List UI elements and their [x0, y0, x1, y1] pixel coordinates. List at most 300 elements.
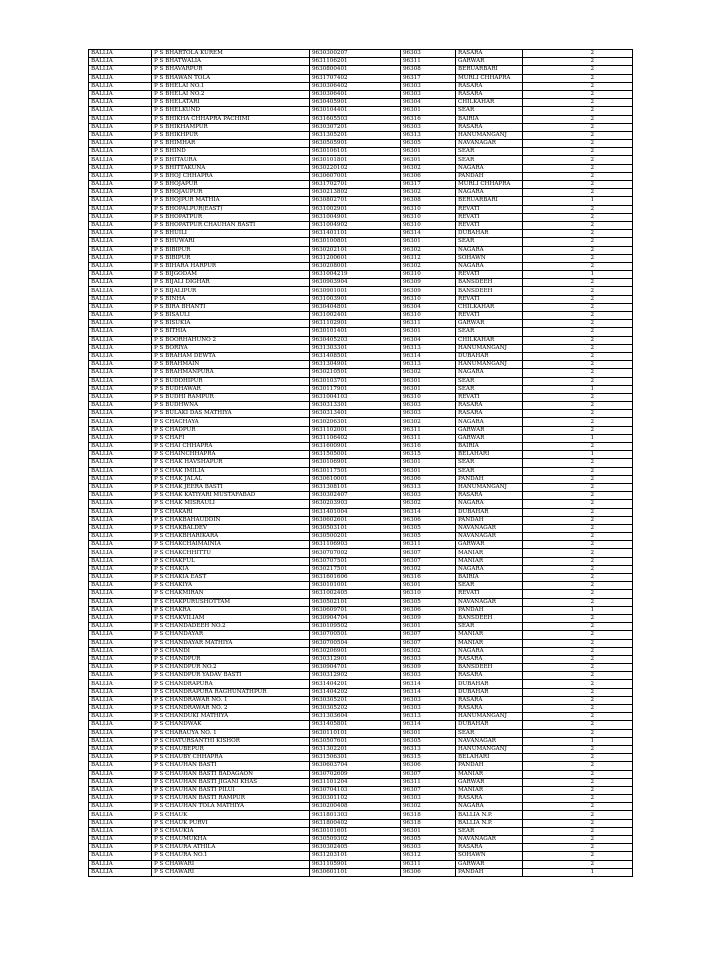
block-code-cell: 96303	[401, 50, 456, 58]
block-code-cell: 96305	[401, 140, 456, 148]
table-row	[89, 189, 633, 197]
count-cell: 2	[523, 131, 633, 139]
count-cell: 2	[523, 819, 633, 827]
school-name-cell: P S CHAUHAN BASTI JIGANI KHAS	[152, 778, 310, 786]
school-name-cell: P S CHADPUR	[152, 426, 310, 434]
block-name-cell: SEAR	[456, 377, 523, 385]
school-name-cell: P S CHAUK	[152, 811, 310, 819]
school-name-cell: P S CHAKBHARIKARA	[152, 533, 310, 541]
block-code-cell: 96314	[401, 508, 456, 516]
school-name-cell: P S BHOJ CHHAPRA	[152, 172, 310, 180]
code-cell: 9630507601	[310, 737, 401, 745]
school-name-cell: P S BIRA BHANTI	[152, 303, 310, 311]
count-cell: 2	[523, 410, 633, 418]
code-cell: 9630106901	[310, 459, 401, 467]
school-name-cell: P S BHOPALPUR(EAST)	[152, 205, 310, 213]
code-cell: 9630101801	[310, 156, 401, 164]
count-cell: 2	[523, 860, 633, 868]
school-name-cell: P S CHANDPUR NO.2	[152, 664, 310, 672]
code-cell: 9630405203	[310, 336, 401, 344]
block-code-cell: 96303	[401, 672, 456, 680]
block-code-cell: 96314	[401, 230, 456, 238]
block-name-cell: GARWAR	[456, 778, 523, 786]
school-name-cell: P S BUDDHIPUR	[152, 377, 310, 385]
table-row	[89, 320, 633, 328]
code-cell: 9630505901	[310, 140, 401, 148]
block-name-cell: CHILKAHAR	[456, 336, 523, 344]
block-name-cell: NAGARA	[456, 164, 523, 172]
code-cell: 9631408501	[310, 352, 401, 360]
table-row	[89, 574, 633, 582]
district-cell: BALLIA	[89, 156, 152, 164]
block-code-cell: 96311	[401, 320, 456, 328]
school-name-cell: P S BHELATARI	[152, 99, 310, 107]
block-code-cell: 96301	[401, 582, 456, 590]
school-name-cell: P S CHAKFUL	[152, 557, 310, 565]
code-cell: 9631002405	[310, 590, 401, 598]
count-cell: 2	[523, 148, 633, 156]
count-cell: 2	[523, 827, 633, 835]
block-name-cell: NAVANAGAR	[456, 836, 523, 844]
code-cell: 9631605503	[310, 115, 401, 123]
block-name-cell: SEAR	[456, 148, 523, 156]
count-cell: 2	[523, 90, 633, 98]
count-cell: 1	[523, 197, 633, 205]
school-name-cell: P S CHANDRAWAR NO. 1	[152, 696, 310, 704]
count-cell: 2	[523, 221, 633, 229]
count-cell: 2	[523, 508, 633, 516]
table-row	[89, 811, 633, 819]
block-name-cell: GARWAR	[456, 434, 523, 442]
district-cell: BALLIA	[89, 582, 152, 590]
code-cell: 9630302405	[310, 844, 401, 852]
count-cell: 2	[523, 99, 633, 107]
count-cell: 2	[523, 713, 633, 721]
block-name-cell: MANIAR	[456, 557, 523, 565]
block-name-cell: NAGARA	[456, 500, 523, 508]
district-cell: BALLIA	[89, 434, 152, 442]
count-cell: 2	[523, 467, 633, 475]
code-cell: 9630702609	[310, 770, 401, 778]
code-cell: 9630206901	[310, 647, 401, 655]
school-name-cell: P S BIJALIPUR	[152, 287, 310, 295]
district-cell: BALLIA	[89, 623, 152, 631]
code-cell: 9630305202	[310, 705, 401, 713]
block-code-cell: 96304	[401, 99, 456, 107]
block-code-cell: 96316	[401, 443, 456, 451]
table-row	[89, 172, 633, 180]
school-name-cell: P S CHAK JEERA BASTI	[152, 483, 310, 491]
count-cell: 2	[523, 557, 633, 565]
district-cell: BALLIA	[89, 99, 152, 107]
school-name-cell: P S CHAKPURUSHOTTAM	[152, 598, 310, 606]
school-name-cell: P S CHAK JALAL	[152, 475, 310, 483]
table-row	[89, 614, 633, 622]
code-cell: 9630301102	[310, 795, 401, 803]
block-code-cell: 96309	[401, 614, 456, 622]
block-code-cell: 96311	[401, 58, 456, 66]
school-name-cell: P S CHAK IMILIA	[152, 467, 310, 475]
block-name-cell: RASARA	[456, 705, 523, 713]
table-row	[89, 598, 633, 606]
block-code-cell: 96304	[401, 336, 456, 344]
table-row	[89, 680, 633, 688]
block-code-cell: 96306	[401, 868, 456, 876]
table-row	[89, 705, 633, 713]
table-row	[89, 475, 633, 483]
code-cell: 9631106903	[310, 541, 401, 549]
block-code-cell: 96303	[401, 123, 456, 131]
school-name-cell: P S BIJALI DIGHAR	[152, 279, 310, 287]
count-cell: 2	[523, 836, 633, 844]
code-cell: 9630101601	[310, 827, 401, 835]
school-name-cell: P S BITHIA	[152, 328, 310, 336]
school-name-cell: P S BHIMHAR	[152, 140, 310, 148]
block-name-cell: MURLI CHHAPRA	[456, 74, 523, 82]
block-code-cell: 96306	[401, 172, 456, 180]
count-cell: 1	[523, 434, 633, 442]
block-code-cell: 96302	[401, 262, 456, 270]
block-name-cell: RASARA	[456, 50, 523, 58]
count-cell: 2	[523, 516, 633, 524]
table-row	[89, 205, 633, 213]
count-cell: 2	[523, 582, 633, 590]
block-code-cell: 96303	[401, 82, 456, 90]
district-cell: BALLIA	[89, 344, 152, 352]
count-cell: 2	[523, 172, 633, 180]
code-cell: 9631707402	[310, 74, 401, 82]
school-name-cell: P S CHAKIA EAST	[152, 574, 310, 582]
count-cell: 2	[523, 164, 633, 172]
district-cell: BALLIA	[89, 205, 152, 213]
count-cell: 2	[523, 541, 633, 549]
table-row	[89, 336, 633, 344]
count-cell: 2	[523, 762, 633, 770]
code-cell: 9630117501	[310, 467, 401, 475]
district-cell: BALLIA	[89, 631, 152, 639]
count-cell: 2	[523, 574, 633, 582]
block-name-cell: SOHAWN	[456, 852, 523, 860]
table-row	[89, 778, 633, 786]
block-code-cell: 96309	[401, 287, 456, 295]
count-cell: 2	[523, 369, 633, 377]
code-cell: 9631600901	[310, 443, 401, 451]
school-name-cell: P S CHAKRA	[152, 606, 310, 614]
school-name-cell: P S CHAINCHHAPRA	[152, 451, 310, 459]
count-cell: 2	[523, 647, 633, 655]
table-row	[89, 50, 633, 58]
district-cell: BALLIA	[89, 230, 152, 238]
table-row	[89, 402, 633, 410]
district-cell: BALLIA	[89, 352, 152, 360]
block-code-cell: 96313	[401, 483, 456, 491]
count-cell: 2	[523, 328, 633, 336]
district-cell: BALLIA	[89, 639, 152, 647]
code-cell: 9630213802	[310, 189, 401, 197]
count-cell: 2	[523, 795, 633, 803]
district-cell: BALLIA	[89, 705, 152, 713]
block-code-cell: 96303	[401, 90, 456, 98]
district-cell: BALLIA	[89, 680, 152, 688]
block-code-cell: 96312	[401, 852, 456, 860]
block-code-cell: 96314	[401, 721, 456, 729]
district-cell: BALLIA	[89, 770, 152, 778]
district-cell: BALLIA	[89, 508, 152, 516]
table-row	[89, 140, 633, 148]
school-name-cell: P S BUDHWNA	[152, 402, 310, 410]
code-cell: 9630101401	[310, 328, 401, 336]
block-code-cell: 96303	[401, 795, 456, 803]
district-cell: BALLIA	[89, 410, 152, 418]
block-name-cell: PANDAH	[456, 762, 523, 770]
block-name-cell: MANIAR	[456, 786, 523, 794]
count-cell: 2	[523, 786, 633, 794]
district-cell: BALLIA	[89, 377, 152, 385]
block-code-cell: 96304	[401, 303, 456, 311]
table-row	[89, 754, 633, 762]
table-row	[89, 385, 633, 393]
code-cell: 9630603704	[310, 762, 401, 770]
district-cell: BALLIA	[89, 303, 152, 311]
count-cell: 2	[523, 672, 633, 680]
block-code-cell: 96316	[401, 115, 456, 123]
school-name-cell: P S CHAUHAN TOLA MATHIYA	[152, 803, 310, 811]
school-name-cell: P S CHAWARI	[152, 868, 310, 876]
count-cell: 2	[523, 402, 633, 410]
district-cell: BALLIA	[89, 745, 152, 753]
district-cell: BALLIA	[89, 836, 152, 844]
district-cell: BALLIA	[89, 574, 152, 582]
table-row	[89, 827, 633, 835]
table-row	[89, 819, 633, 827]
district-cell: BALLIA	[89, 426, 152, 434]
block-name-cell: BAIRIA	[456, 115, 523, 123]
school-name-cell: P S BISAULI	[152, 312, 310, 320]
school-name-cell: P S CHAUHAN BASTI PILUI	[152, 786, 310, 794]
table-row	[89, 148, 633, 156]
block-name-cell: DUBAHAR	[456, 508, 523, 516]
block-code-cell: 96301	[401, 238, 456, 246]
block-name-cell: GARWAR	[456, 58, 523, 66]
school-name-cell: P S BHOPATPUR	[152, 213, 310, 221]
code-cell: 9631303604	[310, 713, 401, 721]
block-code-cell: 96301	[401, 729, 456, 737]
school-name-cell: P S CHANDRAWAR NO. 2	[152, 705, 310, 713]
block-name-cell: REVATI	[456, 213, 523, 221]
code-cell: 9631505001	[310, 451, 401, 459]
table-row	[89, 303, 633, 311]
school-name-cell: P S CHANDWAK	[152, 721, 310, 729]
code-cell: 9631506301	[310, 754, 401, 762]
block-name-cell: HANUMANGANJ	[456, 713, 523, 721]
block-name-cell: DUBAHAR	[456, 230, 523, 238]
block-code-cell: 96305	[401, 524, 456, 532]
table-row	[89, 246, 633, 254]
code-cell: 9630704103	[310, 786, 401, 794]
school-name-cell: P S BHOPATPUR CHAUHAN BASTI	[152, 221, 310, 229]
table-row	[89, 541, 633, 549]
block-code-cell: 96308	[401, 197, 456, 205]
school-name-cell: P S CHAUBY CHHAPRA	[152, 754, 310, 762]
district-cell: BALLIA	[89, 451, 152, 459]
block-code-cell: 96313	[401, 344, 456, 352]
block-name-cell: RASARA	[456, 123, 523, 131]
district-cell: BALLIA	[89, 696, 152, 704]
block-name-cell: GARWAR	[456, 860, 523, 868]
district-cell: BALLIA	[89, 811, 152, 819]
code-cell: 9630313401	[310, 410, 401, 418]
count-cell: 2	[523, 312, 633, 320]
district-cell: BALLIA	[89, 664, 152, 672]
district-cell: BALLIA	[89, 852, 152, 860]
block-name-cell: REVATI	[456, 271, 523, 279]
table-row	[89, 483, 633, 491]
district-cell: BALLIA	[89, 262, 152, 270]
district-cell: BALLIA	[89, 729, 152, 737]
school-name-cell: P S BULAKI DAS MATHIYA	[152, 410, 310, 418]
district-cell: BALLIA	[89, 516, 152, 524]
block-code-cell: 96306	[401, 475, 456, 483]
code-cell: 9630104401	[310, 107, 401, 115]
district-cell: BALLIA	[89, 271, 152, 279]
count-cell: 2	[523, 475, 633, 483]
block-name-cell: RASARA	[456, 696, 523, 704]
district-cell: BALLIA	[89, 778, 152, 786]
block-code-cell: 96303	[401, 410, 456, 418]
district-cell: BALLIA	[89, 483, 152, 491]
count-cell: 2	[523, 623, 633, 631]
table-row	[89, 745, 633, 753]
district-cell: BALLIA	[89, 189, 152, 197]
district-cell: BALLIA	[89, 459, 152, 467]
table-row	[89, 516, 633, 524]
table-row	[89, 164, 633, 172]
block-code-cell: 96315	[401, 451, 456, 459]
count-cell: 2	[523, 254, 633, 262]
block-name-cell: BALLIA N.P.	[456, 811, 523, 819]
district-cell: BALLIA	[89, 361, 152, 369]
code-cell: 9630202101	[310, 246, 401, 254]
school-name-cell: P S CHAI CHHAPRA	[152, 443, 310, 451]
table-row	[89, 418, 633, 426]
block-code-cell: 96306	[401, 606, 456, 614]
block-code-cell: 96301	[401, 827, 456, 835]
table-row	[89, 271, 633, 279]
district-cell: BALLIA	[89, 533, 152, 541]
district-cell: BALLIA	[89, 393, 152, 401]
table-row	[89, 860, 633, 868]
code-cell: 9630203903	[310, 500, 401, 508]
table-row	[89, 279, 633, 287]
school-name-cell: P S CHAURA NO.1	[152, 852, 310, 860]
block-name-cell: HANUMANGANJ	[456, 483, 523, 491]
school-name-cell: P S BHIKHA CHHAPRA PACHIMI	[152, 115, 310, 123]
code-cell: 9630509302	[310, 836, 401, 844]
block-name-cell: RASARA	[456, 410, 523, 418]
count-cell: 2	[523, 443, 633, 451]
district-cell: BALLIA	[89, 524, 152, 532]
table-row	[89, 443, 633, 451]
table-row	[89, 312, 633, 320]
block-name-cell: SEAR	[456, 729, 523, 737]
block-name-cell: NAVANAGAR	[456, 737, 523, 745]
district-cell: BALLIA	[89, 131, 152, 139]
code-cell: 9630307201	[310, 123, 401, 131]
school-name-cell: P S BHAVARPUR	[152, 66, 310, 74]
district-cell: BALLIA	[89, 860, 152, 868]
code-cell: 9630200408	[310, 803, 401, 811]
block-name-cell: REVATI	[456, 221, 523, 229]
district-cell: BALLIA	[89, 164, 152, 172]
block-code-cell: 96306	[401, 516, 456, 524]
district-cell: BALLIA	[89, 107, 152, 115]
school-name-cell: P S CHANDI	[152, 647, 310, 655]
count-cell: 2	[523, 107, 633, 115]
block-code-cell: 96309	[401, 279, 456, 287]
code-cell: 9631203101	[310, 852, 401, 860]
block-code-cell: 96309	[401, 664, 456, 672]
count-cell: 2	[523, 246, 633, 254]
count-cell: 2	[523, 639, 633, 647]
school-name-cell: P S CHANDRAPURA RAGHUNATHPUR	[152, 688, 310, 696]
block-name-cell: RASARA	[456, 402, 523, 410]
district-cell: BALLIA	[89, 74, 152, 82]
code-cell: 9630103701	[310, 377, 401, 385]
count-cell: 2	[523, 754, 633, 762]
table-row	[89, 492, 633, 500]
district-cell: BALLIA	[89, 279, 152, 287]
district-cell: BALLIA	[89, 213, 152, 221]
school-name-cell: P S CHANDADEEH NO.2	[152, 623, 310, 631]
school-name-cell: P S CHARAUYA NO. 1	[152, 729, 310, 737]
block-code-cell: 96307	[401, 786, 456, 794]
school-name-cell: P S BHELAI NO.1	[152, 82, 310, 90]
block-code-cell: 96305	[401, 836, 456, 844]
code-cell: 9630109502	[310, 623, 401, 631]
table-row	[89, 500, 633, 508]
block-code-cell: 96301	[401, 377, 456, 385]
count-cell: 2	[523, 123, 633, 131]
block-name-cell: DUBAHAR	[456, 721, 523, 729]
code-cell: 9631401101	[310, 230, 401, 238]
table-row	[89, 66, 633, 74]
table-row	[89, 803, 633, 811]
count-cell: 2	[523, 181, 633, 189]
block-code-cell: 96307	[401, 631, 456, 639]
district-cell: BALLIA	[89, 647, 152, 655]
block-code-cell: 96302	[401, 565, 456, 573]
block-name-cell: PANDAH	[456, 606, 523, 614]
block-code-cell: 96302	[401, 246, 456, 254]
code-cell: 9630404801	[310, 303, 401, 311]
table-row	[89, 459, 633, 467]
school-name-cell: P S BHUWARI	[152, 238, 310, 246]
block-code-cell: 96317	[401, 181, 456, 189]
code-cell: 9630800401	[310, 66, 401, 74]
district-cell: BALLIA	[89, 467, 152, 475]
code-cell: 9630117901	[310, 385, 401, 393]
block-code-cell: 96301	[401, 385, 456, 393]
count-cell: 2	[523, 500, 633, 508]
count-cell: 2	[523, 426, 633, 434]
code-cell: 9631106201	[310, 58, 401, 66]
school-name-cell: P S CHAUHAN BASTI BADAGAON	[152, 770, 310, 778]
table-row	[89, 238, 633, 246]
count-cell: 2	[523, 156, 633, 164]
count-cell: 2	[523, 230, 633, 238]
block-code-cell: 96302	[401, 500, 456, 508]
school-name-cell: P S CHANDPUR YADAV BASTI	[152, 672, 310, 680]
